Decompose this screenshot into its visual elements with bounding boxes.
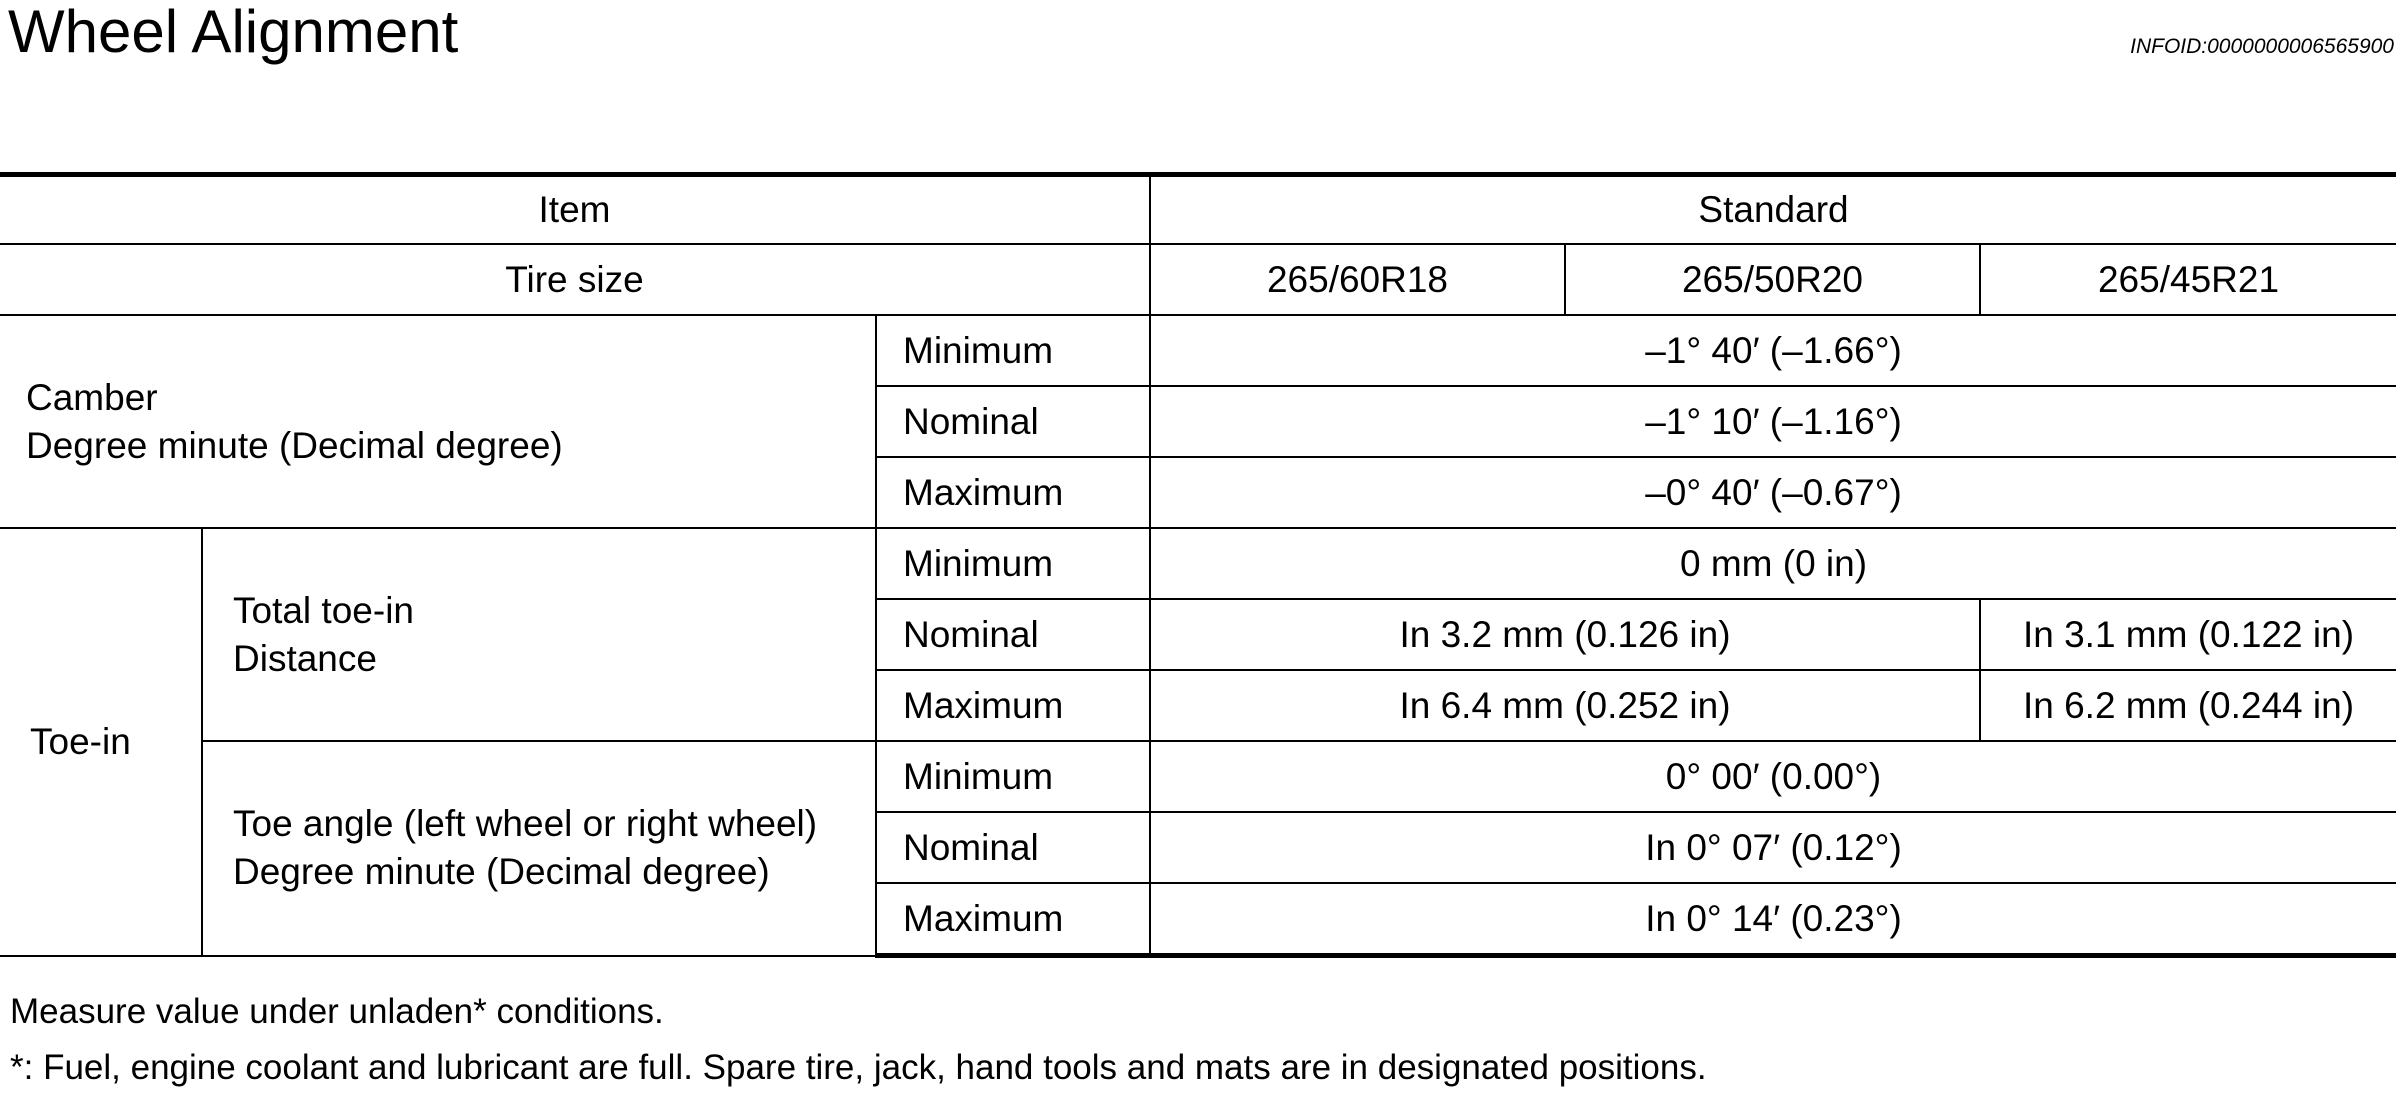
unladen-footnote: *: Fuel, engine coolant and lubricant are full. Spare tire, jack, hand tools and mats are in designated positions. <box>10 1048 1707 1087</box>
tire-size-cell: 265/50R20 <box>1565 244 1980 315</box>
camber-label <box>0 315 876 528</box>
camber-label-line1: Camber <box>26 376 158 418</box>
level-cell: Maximum <box>876 883 1150 956</box>
info-id: INFOID:0000000006565900 <box>2130 35 2394 58</box>
camber-label-line2: Degree minute (Decimal degree) <box>26 424 563 466</box>
tire-size-row <box>0 244 2396 315</box>
page-title: Wheel Alignment <box>8 0 459 65</box>
table-row <box>0 741 2396 812</box>
value-cell: In 0° 14′ (0.23°) <box>1150 883 2396 956</box>
value-cell: In 3.1 mm (0.122 in) <box>1980 599 2396 670</box>
value-cell: In 6.4 mm (0.252 in) <box>1150 670 1980 741</box>
toe-angle-label-line2: Degree minute (Decimal degree) <box>233 851 770 893</box>
value-cell: –1° 40′ (–1.66°) <box>1150 315 2396 386</box>
level-cell: Maximum <box>876 457 1150 528</box>
level-cell: Nominal <box>876 812 1150 883</box>
level-cell: Minimum <box>876 315 1150 386</box>
value-cell: 0 mm (0 in) <box>1150 528 2396 599</box>
level-cell: Minimum <box>876 741 1150 812</box>
header-item: Item <box>0 175 1150 245</box>
tire-size-label: Tire size <box>0 244 1150 315</box>
table-row <box>0 315 2396 386</box>
level-cell: Minimum <box>876 528 1150 599</box>
value-cell: In 0° 07′ (0.12°) <box>1150 812 2396 883</box>
level-cell: Nominal <box>876 599 1150 670</box>
total-toe-in-label-line2: Distance <box>233 637 377 679</box>
level-cell: Nominal <box>876 386 1150 457</box>
tire-size-cell: 265/60R18 <box>1150 244 1565 315</box>
level-cell: Maximum <box>876 670 1150 741</box>
value-cell: In 6.2 mm (0.244 in) <box>1980 670 2396 741</box>
toe-angle-label-line1: Toe angle (left wheel or right wheel) <box>233 803 818 845</box>
total-toe-in-label <box>202 528 876 741</box>
table-header-row <box>0 175 2396 245</box>
value-cell: –1° 10′ (–1.16°) <box>1150 386 2396 457</box>
header-standard: Standard <box>1150 175 2396 245</box>
total-toe-in-label-line1: Total toe-in <box>233 589 414 631</box>
toe-angle-label <box>202 741 876 956</box>
toe-in-label: Toe-in <box>0 528 202 956</box>
measurement-note: Measure value under unladen* conditions. <box>10 992 664 1031</box>
value-cell: –0° 40′ (–0.67°) <box>1150 457 2396 528</box>
value-cell: 0° 00′ (0.00°) <box>1150 741 2396 812</box>
table-row <box>0 528 2396 599</box>
tire-size-cell: 265/45R21 <box>1980 244 2396 315</box>
value-cell: In 3.2 mm (0.126 in) <box>1150 599 1980 670</box>
wheel-alignment-table <box>0 172 2396 958</box>
